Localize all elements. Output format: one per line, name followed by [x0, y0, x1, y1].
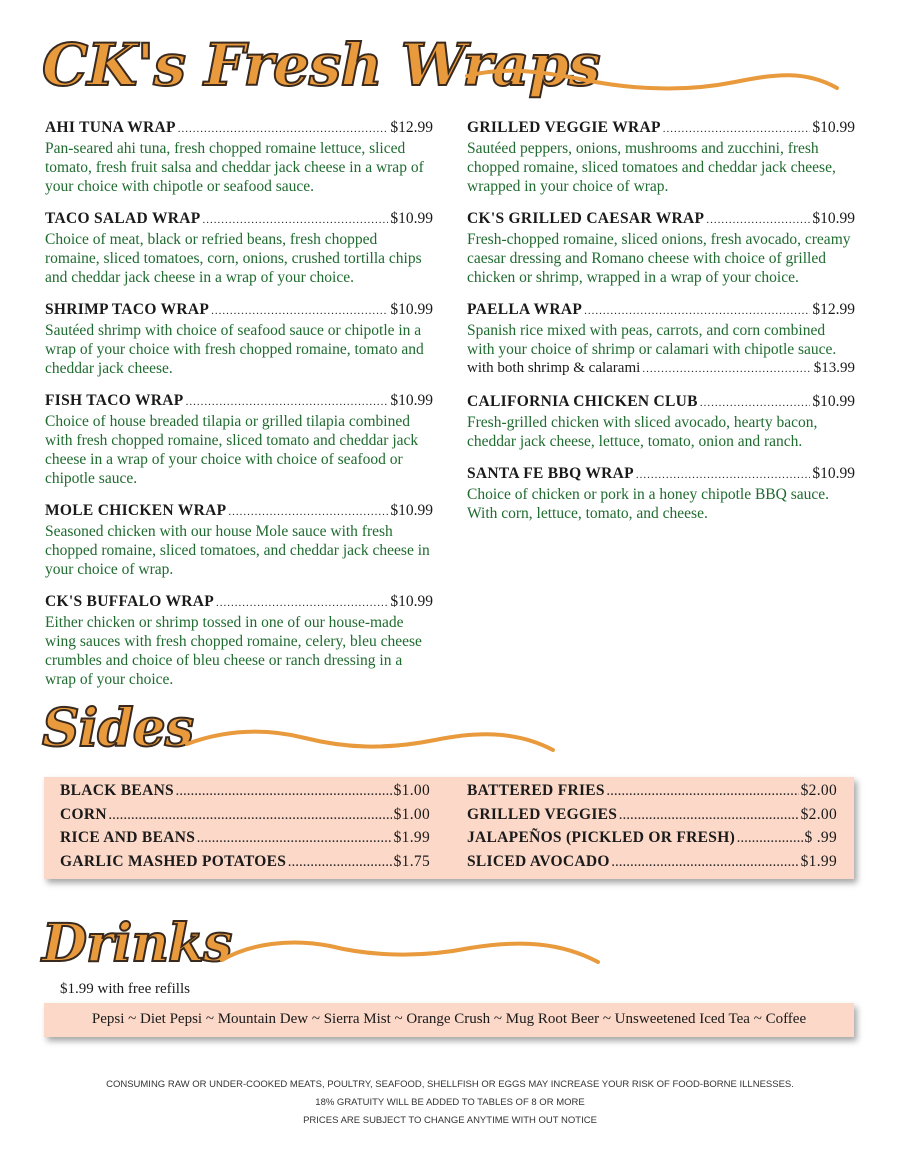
item-description: Choice of house breaded tilapia or grilled tilapia combined with fresh chopped romaine, sliced tomato and cheddar jack cheese in a wrap of your choice with choice of seafood or chipotle sauce.: [45, 413, 419, 487]
menu-item: [45, 391, 433, 488]
menu-item: [45, 118, 433, 196]
item-name: CK'S GRILLED CAESAR WRAP: [467, 210, 705, 227]
sides-title: Sides: [42, 698, 194, 759]
item-description: Seasoned chicken with our house Mole sauce with fresh chopped romaine, sliced tomatoes, and cheddar jack cheese in your choice of wrap.: [45, 523, 430, 578]
item-price: $10.99: [390, 210, 433, 227]
sides-box: [44, 777, 854, 879]
item-price: $10.99: [812, 119, 855, 136]
menu-item: [45, 209, 433, 287]
side-price: $2.00: [800, 782, 837, 799]
item-description: Choice of chicken or pork in a honey chipotle BBQ sauce. With corn, lettuce, tomato, and cheese.: [467, 486, 829, 522]
item-description: Fresh-grilled chicken with sliced avocado, hearty bacon, cheddar jack cheese, lettuce, tomato, onion and ranch.: [467, 414, 818, 450]
item-description: Spanish rice mixed with peas, carrots, and corn combined with your choice of shrimp or calamari with chipotle sauce.: [467, 322, 837, 358]
side-name: CORN: [60, 805, 107, 823]
menu-item: [45, 592, 433, 689]
item-description: Fresh-chopped romaine, sliced onions, fresh avocado, creamy caesar dressing and Romano cheese with choice of grilled chicken or shrimp, wrapped in a wrap of your choice.: [467, 231, 851, 286]
item-price: $10.99: [812, 393, 855, 410]
side-price: $1.99: [800, 852, 837, 870]
item-price: $10.99: [390, 502, 433, 519]
item-extra-label: with both shrimp & calarami: [467, 360, 641, 376]
item-description: Sautéed peppers, onions, mushrooms and zucchini, fresh chopped romaine, sliced tomatoes and cheddar jack cheese, wrapped in your choice of wrap.: [467, 140, 836, 195]
item-name: CK'S BUFFALO WRAP: [45, 593, 215, 610]
side-price: $1.99: [393, 829, 430, 846]
footer: [0, 1076, 900, 1130]
item-name: TACO SALAD WRAP: [45, 210, 201, 227]
wraps-title: CK's Fresh Wraps: [42, 31, 600, 99]
side-name: SLICED AVOCADO: [467, 852, 610, 870]
side-name: GRILLED VEGGIES: [467, 805, 618, 823]
drinks-list: Pepsi ~ Diet Pepsi ~ Mountain Dew ~ Sierra Mist ~ Orange Crush ~ Mug Root Beer ~ Unsweetened Iced Tea ~ Coffee: [91, 1011, 807, 1027]
drinks-swash: [220, 930, 605, 970]
side-item: [467, 804, 837, 828]
side-price: $1.00: [393, 805, 430, 823]
item-name: FISH TACO WRAP: [45, 392, 184, 409]
menu-item: [467, 464, 855, 523]
side-price: $1.00: [393, 782, 430, 799]
item-description: Pan-seared ahi tuna, fresh chopped romaine lettuce, sliced tomato, fresh fruit salsa and cheddar jack cheese in a wrap of your choice with chipotle or seafood sauce.: [45, 140, 424, 195]
item-price: $10.99: [390, 301, 433, 318]
item-description: Sautéed shrimp with choice of seafood sauce or chipotle in a wrap of your choice with fresh chopped romaine, tomato and cheddar jack cheese.: [45, 322, 424, 377]
side-name: GARLIC MASHED POTATOES: [60, 852, 287, 870]
drinks-title: Drinks: [42, 913, 232, 974]
wraps-right-column: [467, 118, 855, 536]
menu-item: [45, 501, 433, 579]
side-price: $1.75: [393, 852, 430, 870]
menu-item: [467, 209, 855, 287]
item-name: MOLE CHICKEN WRAP: [45, 502, 227, 519]
footer-warning: CONSUMING RAW OR UNDER-COOKED MEATS, POULTRY, SEAFOOD, SHELLFISH OR EGGS MAY INCREASE YOUR RISK OF FOOD-BORNE ILLNESSES.: [106, 1079, 794, 1090]
side-item: [467, 780, 837, 804]
footer-prices: PRICES ARE SUBJECT TO CHANGE ANYTIME WITH OUT NOTICE: [303, 1115, 597, 1126]
sides-left-column: [60, 780, 430, 874]
menu-item: [467, 300, 855, 379]
wraps-swash: [465, 62, 845, 102]
side-item: [467, 827, 837, 851]
sides-swash: [185, 720, 560, 760]
item-name: SHRIMP TACO WRAP: [45, 301, 210, 318]
item-price: $10.99: [390, 593, 433, 610]
item-price: $12.99: [812, 301, 855, 318]
item-name: CALIFORNIA CHICKEN CLUB: [467, 393, 698, 410]
item-name: AHI TUNA WRAP: [45, 119, 176, 136]
side-item: [60, 851, 430, 875]
item-name: PAELLA WRAP: [467, 301, 583, 318]
wraps-left-column: [45, 118, 433, 702]
menu-item: [45, 300, 433, 378]
side-name: JALAPEÑOS (PICKLED OR FRESH): [467, 829, 736, 846]
menu-item: [467, 392, 855, 451]
side-item: [467, 851, 837, 875]
item-price: $10.99: [812, 465, 855, 482]
side-name: BLACK BEANS: [60, 782, 174, 799]
sides-right-column: [467, 780, 837, 874]
item-price: $12.99: [390, 119, 433, 136]
side-item: [60, 804, 430, 828]
side-name: BATTERED FRIES: [467, 782, 605, 799]
footer-gratuity: 18% GRATUITY WILL BE ADDED TO TABLES OF 8 OR MORE: [315, 1097, 585, 1108]
side-name: RICE AND BEANS: [60, 829, 196, 846]
item-extra-price: $13.99: [813, 360, 855, 376]
item-description: Either chicken or shrimp tossed in one of our house-made wing sauces with fresh chopped romaine, celery, bleu cheese crumbles and choice of bleu cheese or ranch dressing in a wrap of your choice.: [45, 614, 422, 688]
item-name: SANTA FE BBQ WRAP: [467, 465, 634, 482]
item-price: $10.99: [812, 210, 855, 227]
side-price: $ .99: [804, 829, 837, 846]
drinks-note: $1.99 with free refills: [60, 981, 190, 997]
side-price: $2.00: [800, 805, 837, 823]
side-item: [60, 780, 430, 804]
item-name: GRILLED VEGGIE WRAP: [467, 119, 661, 136]
drinks-box: [44, 1003, 854, 1037]
item-price: $10.99: [390, 392, 433, 409]
item-description: Choice of meat, black or refried beans, fresh chopped romaine, sliced tomatoes, corn, onions, crushed tortilla chips and cheddar jack cheese in a wrap of your choice.: [45, 231, 422, 286]
menu-item: [467, 118, 855, 196]
side-item: [60, 827, 430, 851]
